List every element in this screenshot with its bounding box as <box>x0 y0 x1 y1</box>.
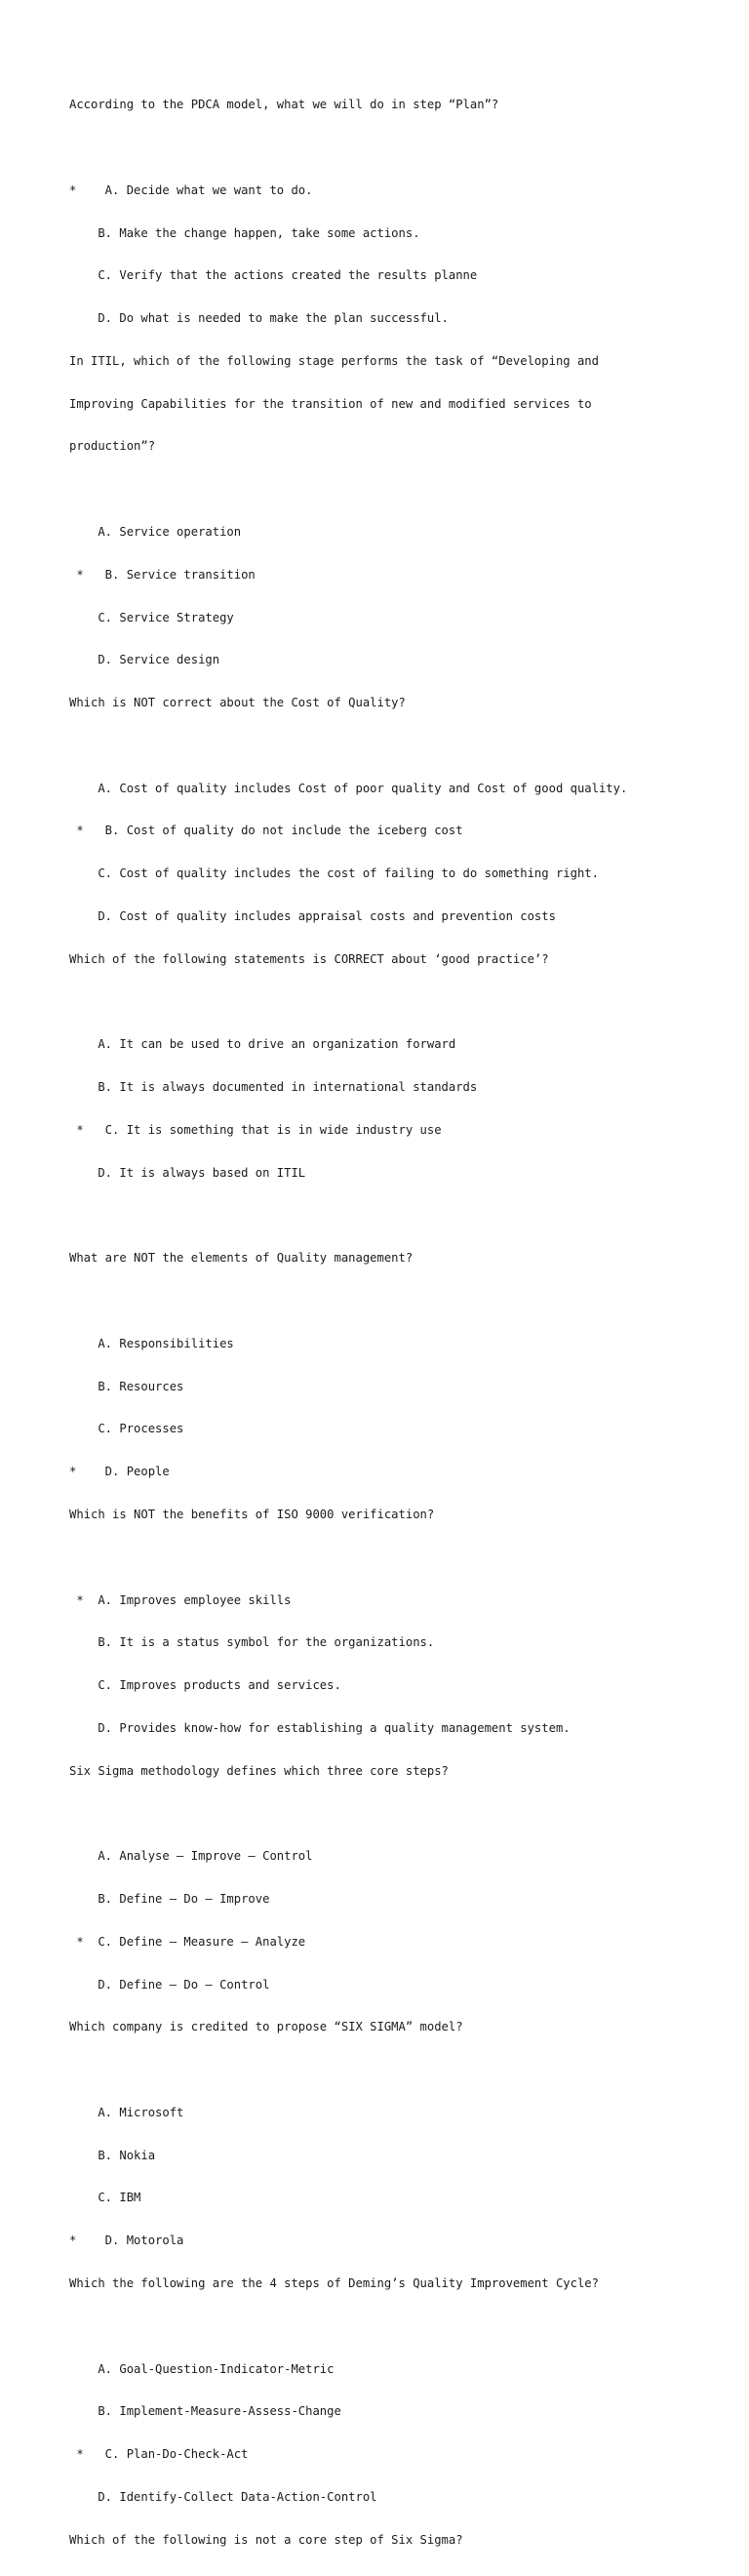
q6-option-a: * A. Improves employee skills <box>69 1592 292 1607</box>
q3-option-c: C. Cost of quality includes the cost of failing to do something right. <box>69 866 599 881</box>
question-1: According to the PDCA model, what we will do in step “Plan”? <box>69 98 499 112</box>
q5-option-b: B. Resources <box>69 1379 184 1393</box>
blank-line <box>69 739 732 753</box>
q5-option-a: A. Responsibilities <box>69 1336 234 1350</box>
question-2-line-3: production”? <box>69 439 156 454</box>
q1-option-c: C. Verify that the actions created the results planne <box>69 268 478 283</box>
question-8: Which company is credited to propose “SIX SIGMA” model? <box>69 2020 463 2034</box>
q2-option-c: C. Service Strategy <box>69 610 234 624</box>
question-6: Which is NOT the benefits of ISO 9000 verification? <box>69 1507 435 1521</box>
q9-option-d: D. Identify-Collect Data-Action-Control <box>69 2489 377 2504</box>
q6-option-c: C. Improves products and services. <box>69 1678 341 1693</box>
q8-option-a: A. Microsoft <box>69 2105 184 2119</box>
q9-option-a: A. Goal-Question-Indicator-Metric <box>69 2361 335 2376</box>
q3-option-b: * B. Cost of quality do not include the iceberg cost <box>69 824 463 838</box>
q9-option-c: * C. Plan-Do-Check-Act <box>69 2447 249 2462</box>
question-2-line-1: In ITIL, which of the following stage performs the task of “Developing and <box>69 353 599 368</box>
q3-option-d: D. Cost of quality includes appraisal costs and prevention costs <box>69 909 556 924</box>
blank-line <box>69 2063 732 2077</box>
q7-option-c: * C. Define – Measure – Analyze <box>69 1934 306 1949</box>
blank-line <box>69 1550 732 1565</box>
question-3: Which is NOT correct about the Cost of Quality? <box>69 696 406 710</box>
q7-option-a: A. Analyse – Improve – Control <box>69 1849 313 1864</box>
question-4: Which of the following statements is CORRECT about ‘good practice’? <box>69 951 549 966</box>
blank-line <box>69 995 732 1010</box>
q1-option-d: D. Do what is needed to make the plan successful. <box>69 311 449 326</box>
question-2-line-2: Improving Capabilities for the transition of new and modified services to <box>69 396 592 411</box>
blank-line <box>69 1209 732 1224</box>
q1-option-a: * A. Decide what we want to do. <box>69 182 313 197</box>
q8-option-b: B. Nokia <box>69 2148 156 2162</box>
document-text <box>69 69 732 2576</box>
q6-option-d: D. Provides know-how for establishing a quality management system. <box>69 1720 571 1735</box>
q1-option-b: B. Make the change happen, take some actions. <box>69 225 420 240</box>
q5-option-c: C. Processes <box>69 1422 184 1436</box>
q2-option-a: A. Service operation <box>69 525 242 539</box>
q7-option-d: D. Define – Do – Control <box>69 1977 270 1992</box>
q8-option-d: * D. Motorola <box>69 2234 184 2248</box>
q8-option-c: C. IBM <box>69 2191 141 2205</box>
blank-line <box>69 1806 732 1821</box>
q2-option-d: D. Service design <box>69 653 220 667</box>
q3-option-a: A. Cost of quality includes Cost of poor quality and Cost of good quality. <box>69 781 628 795</box>
q4-option-d: D. It is always based on ITIL <box>69 1165 306 1180</box>
blank-line <box>69 482 732 497</box>
question-5: What are NOT the elements of Quality management? <box>69 1251 414 1266</box>
q5-option-d: * D. People <box>69 1465 170 1479</box>
q7-option-b: B. Define – Do – Improve <box>69 1892 270 1906</box>
q9-option-b: B. Implement-Measure-Assess-Change <box>69 2404 341 2419</box>
q6-option-b: B. It is a status symbol for the organizations. <box>69 1635 435 1650</box>
blank-line <box>69 2319 732 2334</box>
q4-option-a: A. It can be used to drive an organization forward <box>69 1037 456 1052</box>
q4-option-b: B. It is always documented in international standards <box>69 1080 478 1095</box>
blank-line <box>69 141 732 155</box>
q4-option-c: * C. It is something that is in wide industry use <box>69 1122 442 1137</box>
q2-option-b: * B. Service transition <box>69 567 256 582</box>
question-10: Which of the following is not a core step of Six Sigma? <box>69 2532 463 2547</box>
blank-line <box>69 1294 732 1308</box>
question-9: Which the following are the 4 steps of Deming’s Quality Improvement Cycle? <box>69 2276 599 2291</box>
question-7: Six Sigma methodology defines which three core steps? <box>69 1763 449 1778</box>
